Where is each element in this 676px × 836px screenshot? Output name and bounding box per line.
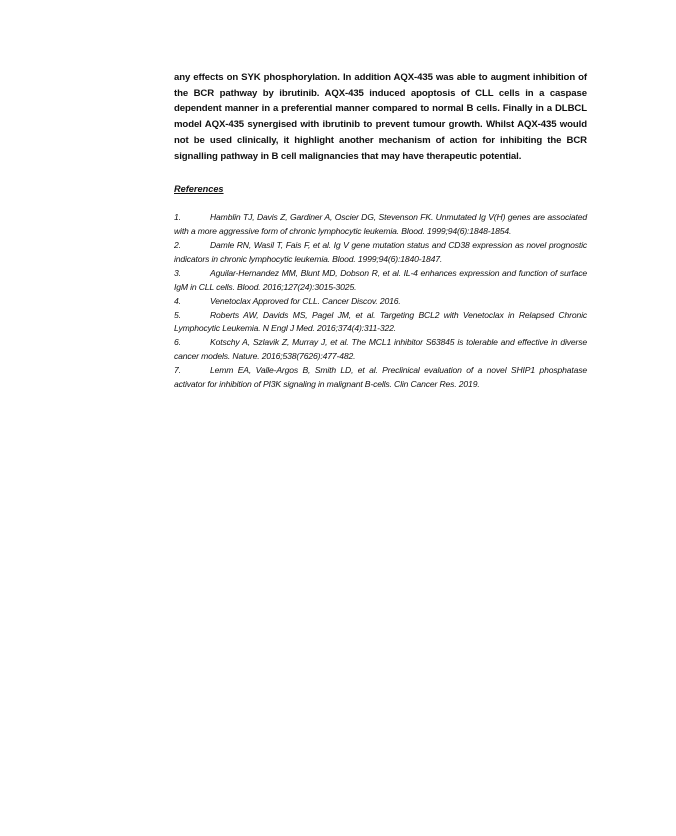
reference-item	[174, 364, 587, 392]
reference-text: Roberts AW, Davids MS, Pagel JM, et al. Targeting BCL2 with Venetoclax in Relapsed Chronic Lymphocytic Leukemia. N Engl J Med. 2016;374(4):311-322.	[174, 309, 587, 334]
references-heading: References	[174, 184, 224, 195]
reference-text: Kotschy A, Szlavik Z, Murray J, et al. The MCL1 inhibitor S63845 is tolerable and effective in diverse cancer models. Nature. 2016;538(7626):477-482.	[174, 337, 587, 362]
reference-number: 2.	[174, 240, 181, 251]
reference-number: 4.	[174, 295, 181, 306]
reference-text: Aguilar-Hernandez MM, Blunt MD, Dobson R, et al. IL-4 enhances expression and function of surface IgM in CLL cells. Blood. 2016;127(24):3015-3025.	[174, 267, 587, 292]
body-paragraph: any effects on SYK phosphorylation. In addition AQX-435 was able to augment inhibition of the BCR pathway by ibrutinib. AQX-435 induced apoptosis of CLL cells in a caspase dependent manner in a preferential manner compared to normal B cells. Finally in a DLBCL model AQX-435 synergised with ibrutinib to prevent tumour growth. Whilst AQX-435 would not be used clinically, it highlight another mechanism of action for inhibiting the BCR signalling pathway in B cell malignancies that may have therapeutic potential.	[174, 72, 587, 162]
reference-item	[174, 239, 587, 267]
reference-item	[174, 211, 587, 239]
reference-item	[174, 267, 587, 295]
reference-item	[174, 295, 587, 309]
reference-number: 5.	[174, 309, 181, 320]
reference-number: 3.	[174, 267, 181, 278]
reference-item	[174, 336, 587, 364]
reference-text: Damle RN, Wasil T, Fais F, et al. Ig V gene mutation status and CD38 expression as novel prognostic indicators in chronic lymphocytic leukemia. Blood. 1999;94(6):1840-1847.	[174, 240, 587, 264]
reference-number: 7.	[174, 365, 181, 376]
reference-number: 6.	[174, 337, 181, 348]
references-list	[174, 211, 587, 392]
reference-text: Lemm EA, Valle-Argos B, Smith LD, et al. Preclinical evaluation of a novel SHIP1 phosphatase activator for inhibition of PI3K signaling in malignant B-cells. Clin Cancer Res. 2019.	[174, 365, 587, 390]
reference-text: Hamblin TJ, Davis Z, Gardiner A, Oscier DG, Stevenson FK. Unmutated Ig V(H) genes are associated with a more aggressive form of chronic lymphocytic leukemia. Blood. 1999;94(6):1848-1854.	[174, 212, 587, 237]
reference-text: Venetoclax Approved for CLL. Cancer Discov. 2016.	[210, 295, 401, 306]
reference-item	[174, 309, 587, 337]
page-content	[174, 70, 587, 392]
reference-number: 1.	[174, 212, 181, 223]
